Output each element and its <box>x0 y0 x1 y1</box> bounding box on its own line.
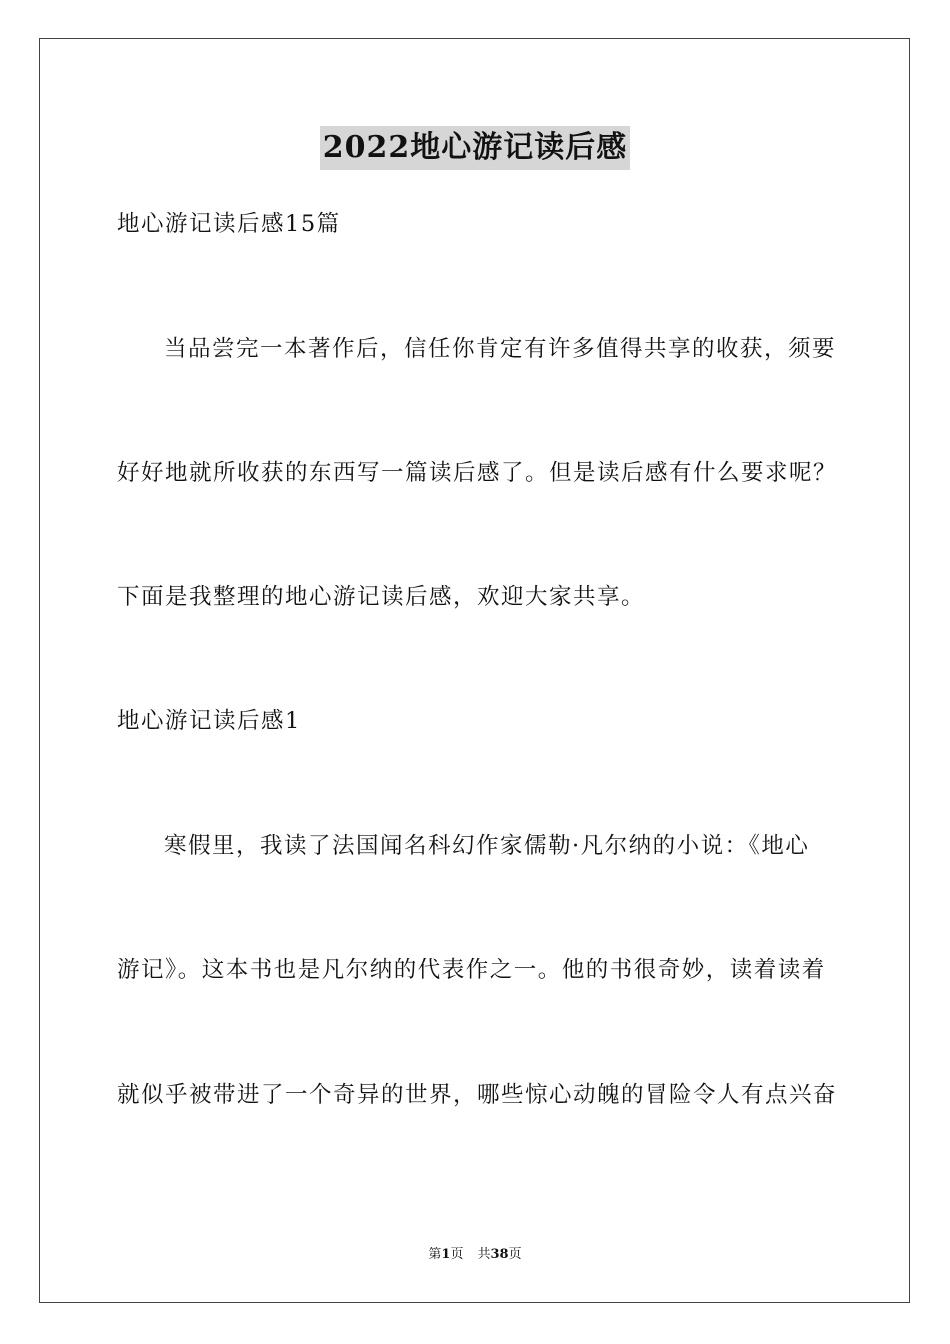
footer-total-pages: 38 <box>490 1247 509 1262</box>
paragraph-line-5: 游记》。这本书也是凡尔纳的代表作之一。他的书很奇妙，读着读着 <box>117 957 826 983</box>
footer-page-number: 1 <box>441 1247 451 1262</box>
document-title: 2022地心游记读后感 <box>320 126 631 170</box>
paragraph-line-4: 寒假里，我读了法国闻名科幻作家儒勒·凡尔纳的小说：《地心 <box>164 833 810 859</box>
paragraph-line-1: 当品尝完一本著作后，信任你肯定有许多值得共享的收获，须要 <box>164 336 837 362</box>
section-heading: 地心游记读后感1 <box>117 708 301 734</box>
paragraph-line-6: 就似乎被带进了一个奇异的世界，哪些惊心动魄的冒险令人有点兴奋 <box>117 1082 838 1108</box>
footer-total-prefix: 共 <box>477 1247 491 1262</box>
footer-total-suffix: 页 <box>508 1247 522 1262</box>
page-footer <box>0 1246 950 1264</box>
paragraph-line-3: 下面是我整理的地心游记读后感，欢迎大家共享。 <box>117 584 646 610</box>
footer-page-suffix: 页 <box>450 1247 464 1262</box>
title-container <box>0 126 950 170</box>
footer-page-prefix: 第 <box>428 1247 442 1262</box>
paragraph-line-2: 好好地就所收获的东西写一篇读后感了。但是读后感有什么要求呢？ <box>117 460 838 486</box>
subtitle-line: 地心游记读后感15篇 <box>117 211 341 237</box>
